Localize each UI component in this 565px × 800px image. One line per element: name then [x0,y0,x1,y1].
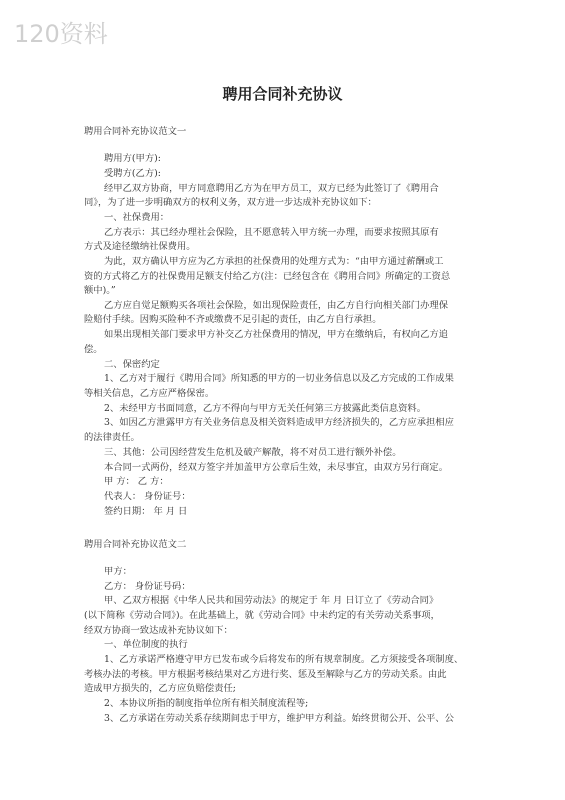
text-line: 为此，双方确认甲方应为乙方承担的社保费用的处理方式为：“由甲方通过薪酬或工 [104,256,444,267]
text-line: 甲、乙双方根据《中华人民共和国劳动法》的规定于 年 月 日订立了《劳动合同》 [104,595,439,606]
text-line: 聘用合同补充协议范文一 [84,126,187,137]
text-line: 等相关信息，乙方应严格保密。 [84,388,215,399]
text-line: 险赔付手续。因购买险种不齐或缴费不足引起的责任，由乙方自行承担。 [84,314,382,325]
text-line: 偿。 [84,344,103,355]
text-line: 同》，为了进一步明确双方的权利义务，双方进一步达成补充协议如下： [84,197,377,208]
text-line: 三、其他：公司因经营发生危机及破产解散，将不对员工进行额外补偿。 [104,447,402,458]
text-line: 受聘方(乙方): [104,168,161,179]
text-line: 聘用方(甲方): [104,153,161,164]
text-line: 2、未经甲方书面同意，乙方不得向与甲方无关任何第三方披露此类信息资料。 [104,403,427,414]
watermark-logo: 120资料 [14,20,108,48]
text-line: 乙方应自觉足额购买各项社会保险，如出现保险责任，由乙方自行向相关部门办理保 [104,300,448,311]
text-line: 一、单位制度的执行 [104,639,188,650]
text-line: 3、如因乙方泄露甲方有关业务信息及相关资料造成甲方经济损失的，乙方应承担相应 [104,417,454,428]
text-line: (以下简称《劳动合同》)。在此基础上，就《劳动合同》中未约定的有关劳动关系事项， [84,610,440,621]
text-line: 资的方式将乙方的社保费用足额支付给乙方(注：已经包含在《聘用合同》所确定的工资总 [84,271,451,282]
text-line: 一、社保费用： [104,212,170,223]
text-line: 方式及途径缴纳社保费用。 [84,241,196,252]
text-line: 二、保密约定 [104,359,160,370]
text-line: 签约日期： 年 月 日 [104,506,188,517]
text-line: 代表人： 身份证号： [104,491,191,502]
text-line: 甲方： [104,566,132,577]
text-line: 3、乙方承诺在劳动关系存续期间忠于甲方，维护甲方利益。始终贯彻公开、公平、公 [104,713,454,724]
text-line: 考核办法的考核。甲方根据考核结果对乙方进行奖、惩及至解除与乙方的劳动关系。由此 [84,669,447,680]
text-line: 的法律责任。 [84,432,140,443]
text-line: 额中)。” [84,285,116,296]
text-line: 造成甲方损失的，乙方应负赔偿责任; [84,683,236,694]
text-line: 1、乙方承诺严格遵守甲方已发布或今后将发布的所有规章制度。乙方须接受各项制度、 [104,654,464,665]
text-line: 本合同一式两份，经双方签字并加盖甲方公章后生效，未尽事宜，由双方另行商定。 [104,462,448,473]
text-line: 经双方协商一致达成补充协议如下： [84,625,233,636]
text-line: 聘用合同补充协议范文二 [84,539,187,550]
text-line: 甲 方： 乙 方： [104,476,169,487]
text-line: 乙方表示：其已经办理社会保险，且不愿意转入甲方统一办理，而要求按照其原有 [104,227,439,238]
document-title: 聘用合同补充协议 [222,85,343,103]
text-line: 经甲乙双方协商，甲方同意聘用乙方为在甲方员工，双方已经为此签订了《聘用合 [104,183,439,194]
text-line: 1、乙方对于履行《聘用合同》所知悉的甲方的一切业务信息以及乙方完成的工作成果 [104,373,454,384]
text-line: 如果出现相关部门要求甲方补交乙方社保费用的情况，甲方在缴纳后，有权向乙方追 [104,329,448,340]
text-line: 2、本协议所指的制度指单位所有相关制度流程等; [104,698,309,709]
text-line: 乙方： 身份证号码： [104,581,191,592]
